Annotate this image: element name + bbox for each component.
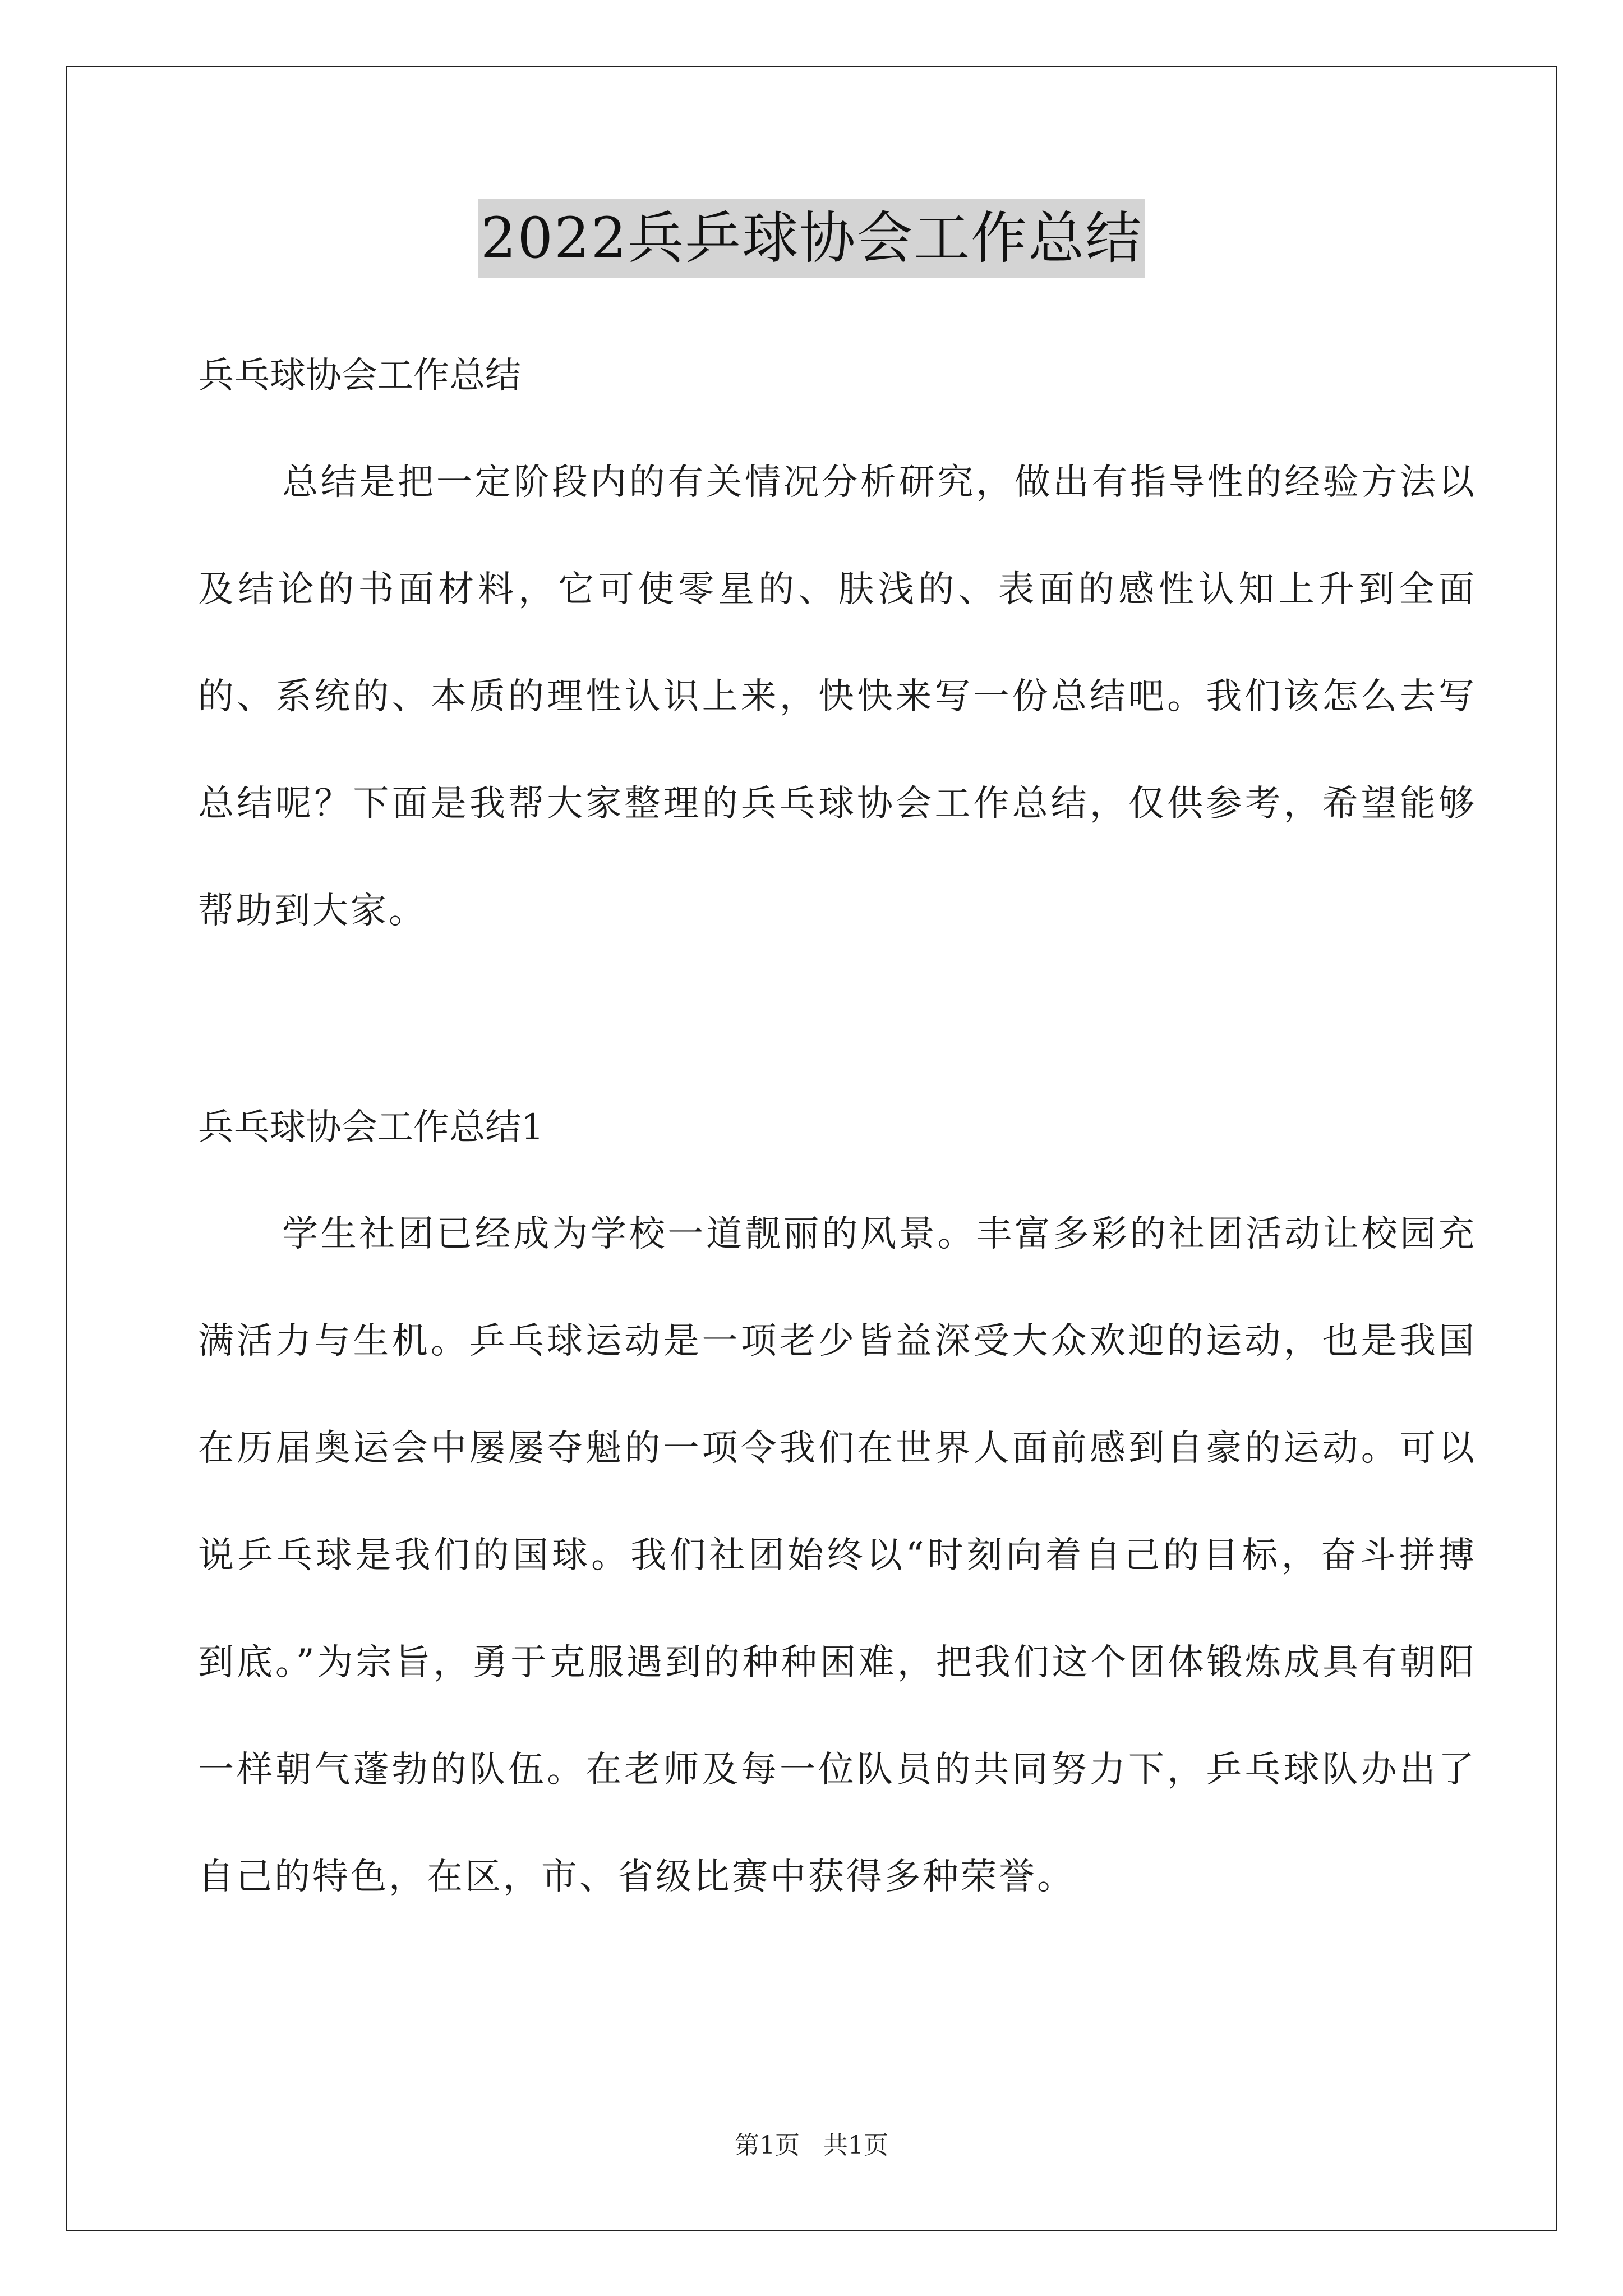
page-footer: 第1页 共1页 bbox=[735, 2131, 888, 2160]
section1-paragraph: 学生社团已经成为学校一道靓丽的风景。丰富多彩的社团活动让校园充满活力与生机。乒乓球运动是一项老少皆益深受大众欢迎的运动，也是我国在历届奥运会中屡屡夺魁的一项令我们在世界人面前感到自豪的运动。可以说乒乓球是我们的国球。我们社团始终以“时刻向着自己的目标，奋斗拼搏到底。”为宗旨，勇于克服遇到的种种困难，把我们这个团体锻炼成具有朝阳一样朝气蓬勃的队伍。在老师及每一位队员的共同努力下，乒乓球队办出了自己的特色，在区，市、省级比赛中获得多种荣誉。 bbox=[198, 1213, 1477, 1898]
document-title: 2022兵乒球协会工作总结 bbox=[478, 199, 1145, 278]
title-container bbox=[0, 199, 1623, 278]
section1-heading: 兵乓球协会工作总结1 bbox=[198, 1107, 544, 1148]
intro-heading: 兵乓球协会工作总结 bbox=[198, 355, 521, 397]
intro-paragraph: 总结是把一定阶段内的有关情况分析研究，做出有指导性的经验方法以及结论的书面材料，它可使零星的、肤浅的、表面的感性认知上升到全面的、系统的、本质的理性认识上来，快快来写一份总结吧。我们该怎么去写总结呢？下面是我帮大家整理的兵乓球协会工作总结，仅供参考，希望能够帮助到大家。 bbox=[198, 462, 1477, 932]
